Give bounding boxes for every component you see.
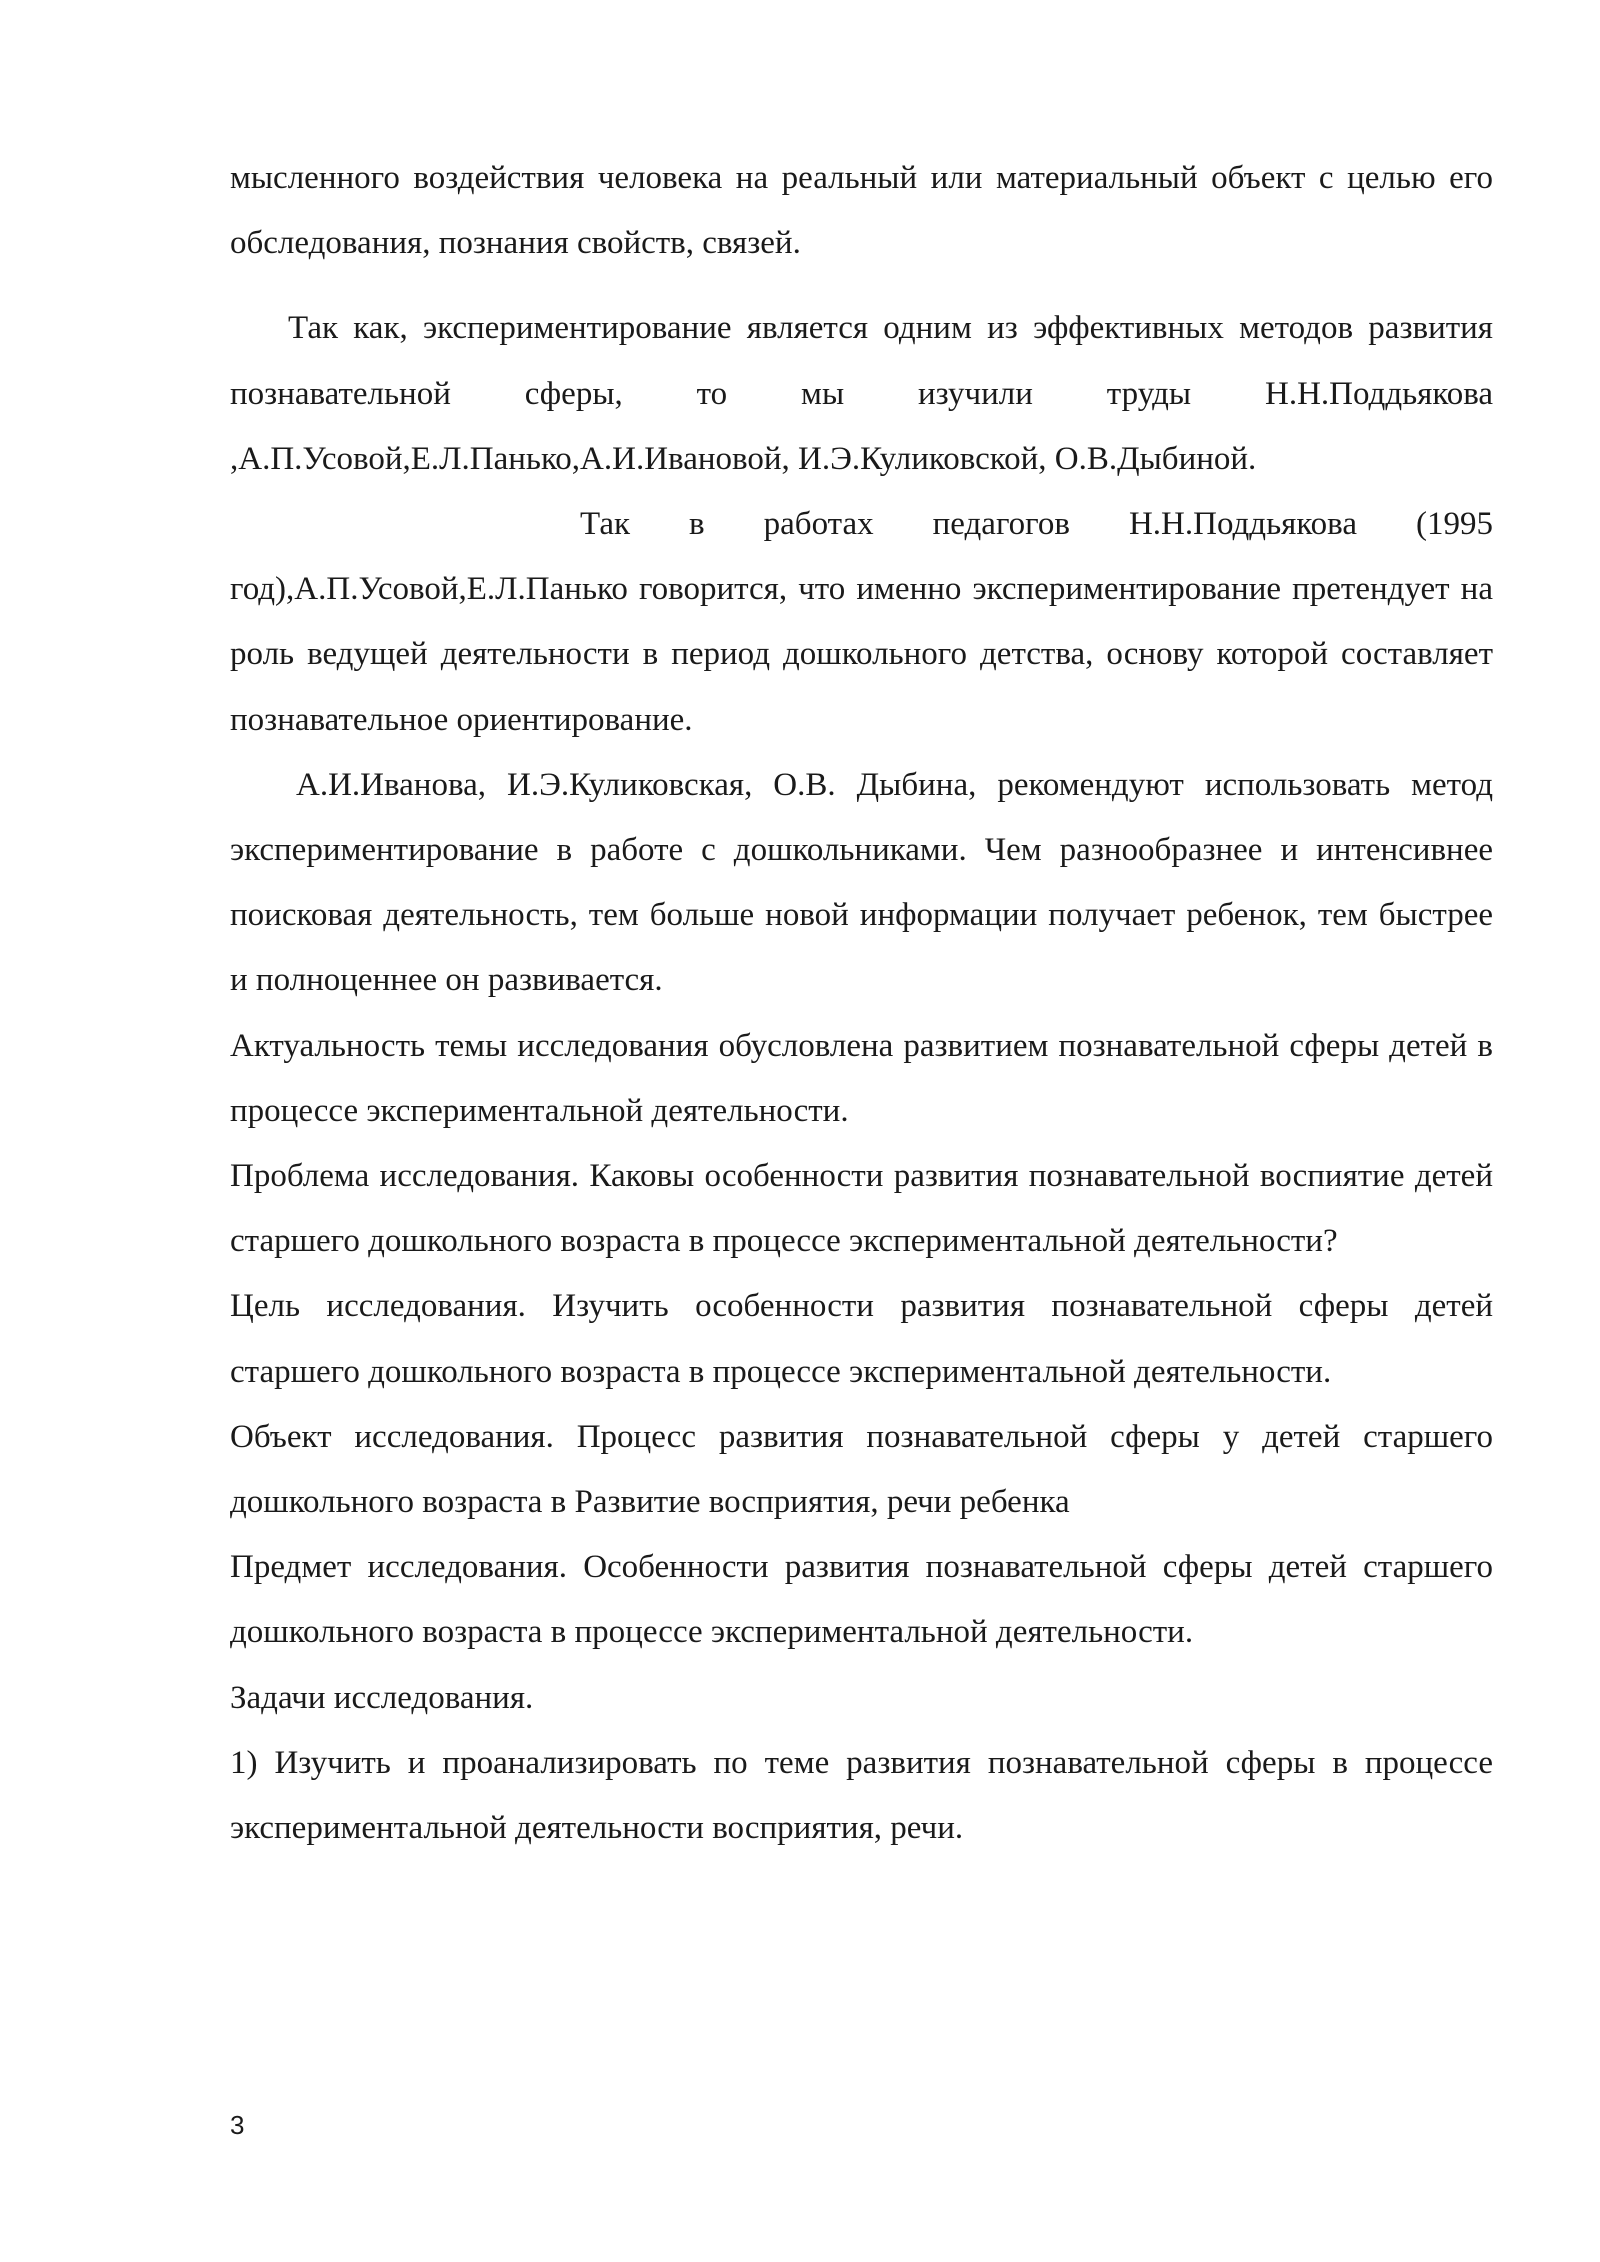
- paragraph-continuation: мысленного воздействия человека на реальный или материальный объект с целью его обследования, познания свойств, связей.: [230, 160, 1493, 262]
- paragraph-goal: Цель исследования. Изучить особенности развития познавательной сферы детей старшего дошкольного возраста в процессе экспериментальной деятельности.: [230, 1288, 1493, 1390]
- paragraph-task-1: 1) Изучить и проанализировать по теме развития познавательной сферы в процессе экспериментальной деятельности восприятия, речи.: [230, 1744, 1493, 1847]
- paragraph-recommendation: А.И.Иванова, И.Э.Куликовская, О.В. Дыбина, рекомендуют использовать метод экспериментирование в работе с дошкольниками. Чем разнообразнее и интенсивнее поисковая деятельность, тем больше новой информации получает ребенок, тем быстрее и полноценнее он развивается.: [230, 766, 1493, 999]
- paragraph-tasks-heading: Задачи исследования.: [230, 1679, 534, 1716]
- paragraph-object: Объект исследования. Процесс развития познавательной сферы у детей старшего дошкольного возраста в Развитие восприятия, речи ребенка: [230, 1418, 1493, 1521]
- paragraph-problem: Проблема исследования. Каковы особенности развития познавательной воспиятие детей старшего дошкольного возраста в процессе экспериментальной деятельности?: [230, 1158, 1493, 1260]
- paragraph-methods: Так как, экспериментирование является одним из эффективных методов развития познавательной сферы, то мы изучили труды Н.Н.Поддьякова ,А.П.Усовой,Е.Л.Панько,А.И.Ивановой, И.Э.Куликовской, О.В.Дыбиной.: [230, 310, 1493, 477]
- paragraph-subject: Предмет исследования. Особенности развития познавательной сферы детей старшего дошкольного возраста в процессе экспериментальной деятельности.: [230, 1549, 1493, 1651]
- page-number: 3: [230, 2110, 245, 2140]
- page-body: [230, 146, 1493, 1861]
- paragraph-works: Так в работах педагогов Н.Н.Поддьякова (1995 год),А.П.Усовой,Е.Л.Панько говорится, что именно экспериментирование претендует на роль ведущей деятельности в период дошкольного детства, основу которой составляет познавательное ориентирование.: [230, 506, 1493, 738]
- paragraph-relevance: Актуальность темы исследования обусловлена развитием познавательной сферы детей в процессе экспериментальной деятельности.: [230, 1027, 1493, 1129]
